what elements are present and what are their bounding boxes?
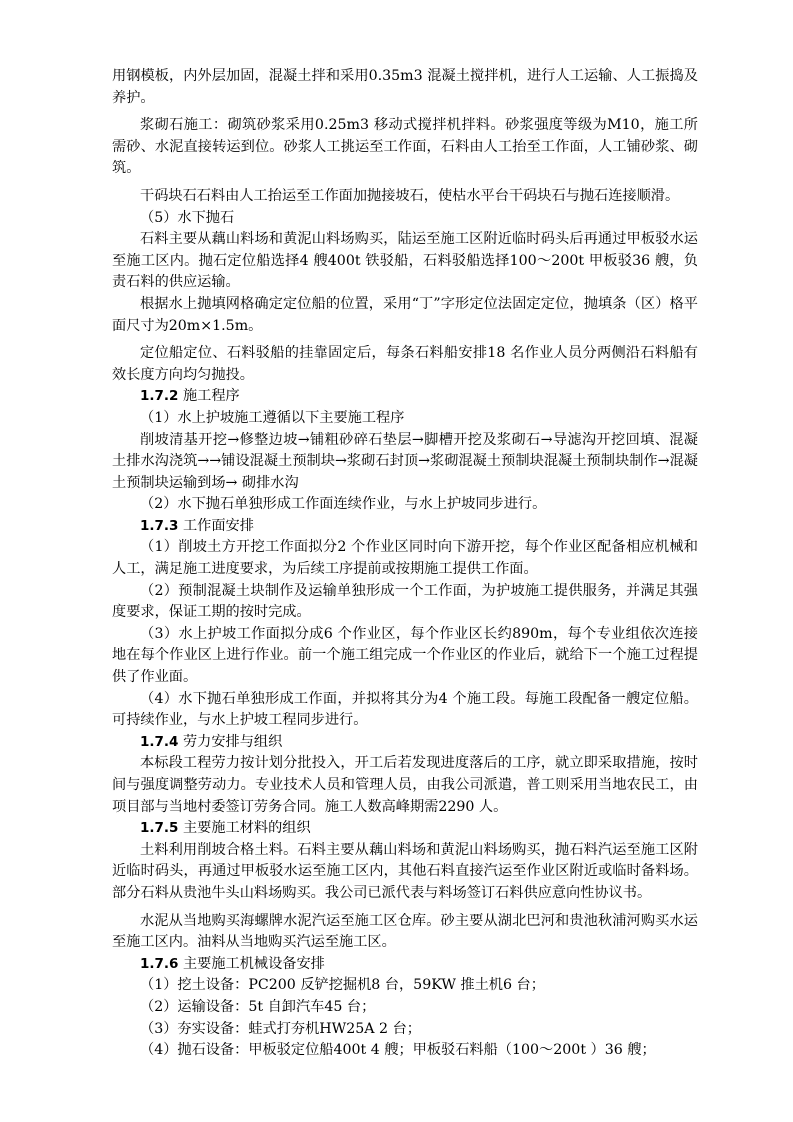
list-item-transport: （2）运输设备：5t 自卸汽车45 台； [140,998,376,1015]
section-title: 工作面安排 [182,517,254,534]
list-item-excavation: （1）挖土设备：PC200 反铲挖掘机8 台，59KW 推土机6 台； [140,977,545,994]
paragraph-stone-supply: 石料主要从藕山料场和黄泥山料场购买，陆运至施工区附近临时码头后再通过甲板驳水运至施工区内。抛石定位船选择4 艘400t 铁驳船，石料驳船选择100～200t 甲板驳36 艘，负责石料的供应运输。 [112,231,698,291]
section-heading-1-7-3 [112,516,698,538]
paragraph-workface-4: （4）水下抛石单独形成工作面，并拟将其分为4 个施工段。每施工段配备一艘定位船。可持续作业，与水上护坡工程同步进行。 [112,690,698,729]
paragraph-workface-3: （3）水上护坡工作面拟分成6 个作业区，每个作业区长约890m，每个专业组依次连接地在每个作业区上进行作业。前一个施工组完成一个作业区的作业后，就给下一个施工过程提供了作业面。 [112,625,698,686]
section-title: 主要施工材料的组织 [182,820,311,837]
section-number: 1.7.3 [140,517,179,534]
list-item-compaction: （3）夯实设备：蛙式打夯机HW25A 2 台； [140,1020,421,1037]
section-title: 劳力安排与组织 [182,733,283,750]
document-page [112,66,698,1062]
section-number: 1.7.4 [140,733,179,750]
section-heading-1-7-5 [112,818,698,840]
section-heading-1-7-6 [112,954,698,976]
paragraph-materials-cement: 水泥从当地购买海螺牌水泥汽运至施工区仓库。砂主要从湖北巴河和贵池秋浦河购买水运至施工区内。油料从当地购买汽运至施工区。 [112,912,698,951]
paragraph-concrete-mixing: 用钢模板，内外层加固，混凝土拌和采用0.35m3 混凝土搅拌机，进行人工运输、人工振捣及养护。 [112,68,698,106]
paragraph-dry-stone: 干码块石石料由人工抬运至工作面加抛接坡石，使枯水平台干码块石与抛石连接顺滑。 [140,187,680,204]
section-number: 1.7.5 [140,820,179,837]
paragraph-procedure-flow: 削坡清基开挖→修整边坡→铺粗砂碎石垫层→脚槽开挖及浆砌石→导滤沟开挖回填、混凝土排水沟浇筑→→铺设混凝土预制块→浆砌石封顶→浆砌混凝土预制块混凝土预制块制作→混凝土预制块运输到场→ 砌排水沟 [112,431,698,491]
subheading-underwater-riprap: （5）水下抛石 [140,209,235,226]
paragraph-barge-crew: 定位船定位、石料驳船的挂靠固定后，每条石料船安排18 名作业人员分两侧沿石料船有效长度方向均匀抛投。 [112,345,698,383]
list-item-riprap: （4）抛石设备：甲板驳定位船400t 4 艘；甲板驳石料船（100～200t ）36 艘； [140,1042,656,1059]
section-heading-1-7-4 [112,732,698,754]
section-title: 主要施工机械设备安排 [182,955,325,972]
paragraph-workface-2: （2）预制混凝土块制作及运输单独形成一个工作面，为护坡施工提供服务，并满足其强度要求，保证工期的按时完成。 [112,582,698,621]
paragraph-procedure-riprap: （2）水下抛石单独形成工作面连续作业，与水上护坡同步进行。 [140,496,547,513]
section-number: 1.7.6 [140,955,179,972]
section-number: 1.7.2 [140,388,179,405]
paragraph-materials-stone: 土料利用削坡合格土料。石料主要从藕山料场和黄泥山料场购买，抛石料汽运至施工区附近临时码头，再通过甲板驳水运至施工区内，其他石料直接汽运至作业区附近或临时备料场。部分石料从贵池牛头山料场购买。我公司已派代表与料场签订石料供应意向性协议书。 [112,841,698,901]
section-heading-1-7-2 [112,386,698,408]
paragraph-positioning: 根据水上抛填网格确定定位船的位置，采用“丁”字形定位法固定定位，抛填条（区）格平面尺寸为20m×1.5m。 [112,295,698,334]
paragraph-procedure-intro: （1）水上护坡施工遵循以下主要施工程序 [140,409,405,426]
paragraph-workface-1: （1）削坡土方开挖工作面拟分2 个作业区同时向下游开挖，每个作业区配备相应机械和人工，满足施工进度要求，为后续工序提前或按期施工提供工作面。 [112,539,698,578]
section-title: 施工程序 [182,388,240,405]
paragraph-labor: 本标段工程劳力按计划分批投入，开工后若发现进度落后的工序，就立即采取措施，按时间与强度调整劳动力。专业技术人员和管理人员，由我公司派遣，普工则采用当地农民工，由项目部与当地村委签订劳务合同。施工人数高峰期需2290 人。 [112,755,698,815]
paragraph-masonry: 浆砌石施工：砌筑砂浆采用0.25m3 移动式搅拌机拌料。砂浆强度等级为M10，施工所需砂、水泥直接转运到位。砂浆人工挑运至工作面，石料由人工抬至工作面，人工铺砂浆、砌筑。 [112,117,698,177]
